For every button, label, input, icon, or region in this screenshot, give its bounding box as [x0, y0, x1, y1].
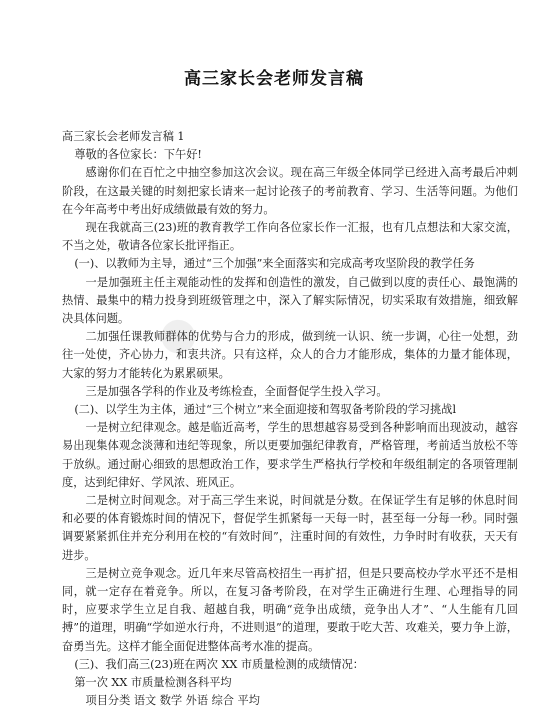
- body-paragraph: 现在我就高三(23)班的教育教学工作向各位家长作一汇报，也有几点想法和大家交流，不当之处，敬请各位家长批评指正。: [62, 221, 518, 253]
- body-paragraph: 一是加强班主任主观能动性的发挥和创造性的激发，自己做到以度的责任心、最饱满的热情、最集中的精力投身到班级管理之中，深入了解实际情况，切实采取有效措施，细致解决具体问题。: [62, 275, 518, 326]
- document-subtitle: 高三家长会老师发言稿 1: [62, 130, 185, 143]
- body-paragraph: 三是树立竞争观念。近几年来尽管高校招生一再扩招，但是只要高校办学水平还不是相同，就一定存在着竞争。所以，在复习备考阶段，在对学生正确进行生理、心理指导的同时，应要求学生立足自我、超越自我，明确“竞争出成绩，竞争出人才”、“人生能有几回搏”的道理，明确“学如逆水行舟，不进则退”的道理，要敢于吃大苦、攻难关，要力争上游，奋勇当先。这样才能全面促进整体高考水准的提高。: [62, 566, 518, 653]
- body-paragraph: 一是树立纪律观念。越是临近高考，学生的思想越容易受到各种影响而出现波动，越容易出现集体观念淡薄和违纪等现象，所以更要加强纪律教育，严格管理，考前适当放松不等于放纵。通过耐心细致的思想政治工作，要求学生严格执行学校和年级组制定的各项管理制度，达到纪律好、学风浓、班风正。: [62, 421, 518, 489]
- greeting-paragraph: 尊敬的各位家长：下午好!: [74, 148, 202, 162]
- section-heading: (二)、以学生为主体，通过“三个树立”来全面迎接和驾驭备考阶段的学习挑战l: [74, 403, 457, 417]
- table-header-row: 项目分类 语文 数学 外语 综合 平均: [85, 694, 260, 708]
- document-title: 高三家长会老师发言稿: [184, 69, 364, 89]
- document-body: [62, 128, 518, 711]
- table-caption: 第一次 XX 市质量检测各科平均: [74, 676, 232, 690]
- body-paragraph: 感谢你们在百忙之中抽空参加这次会议。现在高三年级全体同学已经进入高考最后冲刺阶段，在这最关键的时刻把家长请来一起讨论孩子的考前教育、学习、生活等问题。为他们在今年高考中考出好成绩做最有效的努力。: [62, 166, 518, 216]
- watermark: ●: [146, 302, 207, 367]
- body-paragraph: 二加强任课教师群体的优势与合力的形成，做到统一认识、统一步调，心往一处想，劲往一处使，齐心协力，和衷共济。只有这样，众人的合力才能形成，集体的力量才能体现，大家的努力才能转化为累累硕果。: [62, 330, 518, 380]
- section-heading: (一)、以教师为主导，通过“三个加强”来全面落实和完成高考攻坚阶段的教学任务: [74, 257, 475, 271]
- section-heading: (三)、我们高三(23)班在两次 XX 市质量检测的成绩情况：: [74, 657, 364, 671]
- body-paragraph: 三是加强各学科的作业及考练检查，全面督促学生投入学习。: [85, 384, 388, 398]
- body-paragraph: 二是树立时间观念。对于高三学生来说，时间就是分数。在保证学生有足够的休息时间和必要的体育锻炼时间的情况下，督促学生抓紧每一天每一时，甚至每一分每一秒。同时强调要紧紧抓住并充分利用在校的“有效时间”，注重时间的有效性，力争时时有收获，天天有进步。: [62, 494, 518, 562]
